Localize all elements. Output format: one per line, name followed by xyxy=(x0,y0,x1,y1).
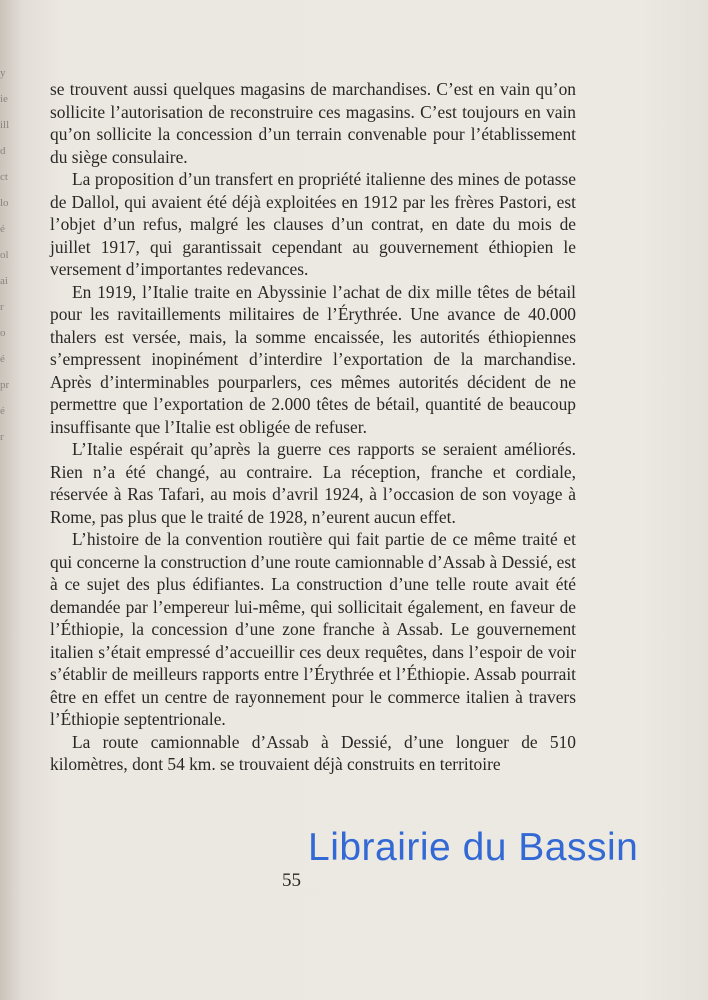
paragraph: La proposition d’un transfert en propriété italienne des mines de potasse de Dallol, qui avaient été déjà exploitées en 1912 par les frères Pastori, est l’objet d’un refus, malgré les clauses d’un contrat, en date du mois de juillet 1917, qui garantissait cependant au gouvernement éthiopien le versement d’importantes redevances. xyxy=(50,169,576,279)
bleed-fragment: lo xyxy=(0,197,9,209)
bleed-through-margin xyxy=(0,60,16,480)
watermark-text: Librairie du Bassin xyxy=(308,826,639,869)
page-number: 55 xyxy=(282,870,301,891)
bleed-fragment: ol xyxy=(0,249,9,261)
bleed-fragment: ie xyxy=(0,93,8,105)
bleed-fragment: ill xyxy=(0,119,10,131)
paragraph: L’Italie espérait qu’après la guerre ces rapports se seraient améliorés. Rien n’a été changé, au contraire. La réception, franche et cordiale, réservée à Ras Tafari, au mois d’avril 1924, à l’occasion de son voyage à Rome, pas plus que le traité de 1928, n’eurent aucun effet. xyxy=(50,439,576,527)
paragraph: La route camionnable d’Assab à Dessié, d’une longuer de 510 kilomètres, dont 54 km. se trouvaient déjà construits en territoire xyxy=(50,731,576,774)
bleed-fragment: ai xyxy=(0,275,8,287)
bleed-fragment: o xyxy=(0,327,6,339)
paragraph: se trouvent aussi quelques magasins de marchandises. C’est en vain qu’on sollicite l’autorisation de reconstruire ces magasins. C’est toujours en vain qu’on sollicite la concession d’un terrain convenable pour l’établissement du siège consulaire. xyxy=(50,79,576,167)
bleed-fragment: é xyxy=(0,223,5,235)
bleed-fragment: ct xyxy=(0,171,8,183)
bleed-fragment: é xyxy=(0,353,5,365)
bleed-fragment: pr xyxy=(0,379,10,391)
paragraph: L’histoire de la convention routière qui fait partie de ce même traité et qui concerne la construction d’une route camionnable d’Assab à Dessié, est à ce sujet des plus édifiantes. La construction d’une telle route avait été demandée par l’empereur lui-même, qui sollicitait également, en faveur de l’Éthiopie, la concession d’une zone franche à Assab. Le gouvernement italien s’était empressé d’accueillir ces deux requêtes, dans l’espoir de voir s’établir de meilleurs rapports entre l’Érythrée et l’Éthiopie. Assab pourrait être en effet un centre de rayonnement pour le commerce italien à travers l’Éthiopie septentrionale. xyxy=(50,529,576,729)
paragraph: En 1919, l’Italie traite en Abyssinie l’achat de dix mille têtes de bétail pour les ravitaillements militaires de l’Érythrée. Une avance de 40.000 thalers est versée, mais, la somme encaissée, les autorités éthiopiennes s’empressent inopinément d’interdire l’exportation de la marchandise. Après d’interminables pourparlers, ces mêmes autorités décident de ne permettre que l’exportation de 2.000 têtes de bétail, quantité de beaucoup insuffisante que l’Italie est obligée de refuser. xyxy=(50,281,576,437)
bleed-fragment: y xyxy=(0,67,6,79)
bleed-fragment: r xyxy=(0,301,4,313)
bleed-fragment: r xyxy=(0,431,4,443)
bleed-fragment: é xyxy=(0,405,5,417)
bleed-fragment: d xyxy=(0,145,6,157)
body-text xyxy=(50,78,576,776)
